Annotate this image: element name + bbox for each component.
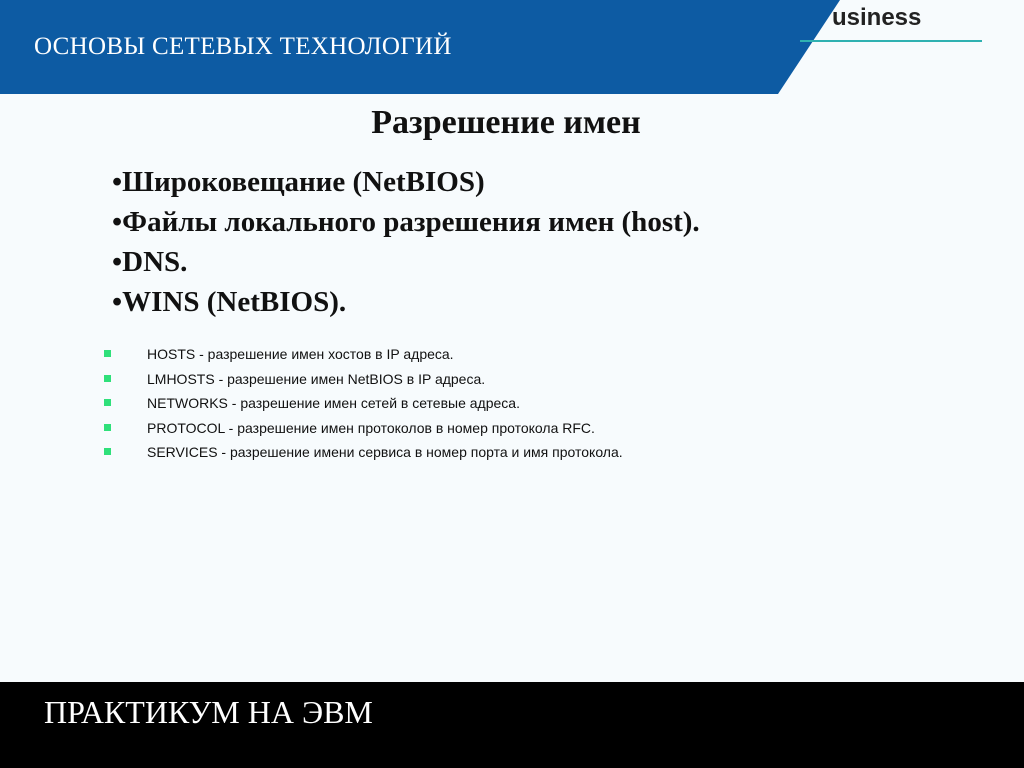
main-list-item-text: DNS. (122, 246, 188, 278)
bullet-icon: • (112, 166, 123, 198)
main-list-item-text: Файлы локального разрешения имен (host). (122, 206, 700, 238)
slide-title: Разрешение имен (371, 104, 641, 141)
square-bullet-icon (104, 448, 111, 455)
main-list-item-text: WINS (NetBIOS). (122, 286, 347, 318)
square-bullet-icon (104, 375, 111, 382)
sub-list-item-text: LMHOSTS - разрешение имен NetBIOS в IP адреса. (147, 370, 486, 387)
square-bullet-icon (104, 350, 111, 357)
main-list-item-text: Широковещание (NetBIOS) (122, 166, 485, 198)
main-list-item (112, 282, 700, 322)
main-list-item (112, 162, 700, 202)
square-bullet-icon (104, 399, 111, 406)
bullet-icon: • (112, 286, 123, 318)
sub-list-item-text: SERVICES - разрешение имени сервиса в номер порта и имя протокола. (147, 444, 623, 460)
footer-bar (0, 682, 1024, 768)
bullet-icon: • (112, 246, 123, 278)
section-title: ОСНОВЫ СЕТЕВЫХ ТЕХНОЛОГИЙ (34, 33, 452, 60)
sub-list-item-text: HOSTS - разрешение имен хостов в IP адреса. (147, 346, 454, 362)
footer-title: ПРАКТИКУМ НА ЭВМ (44, 694, 373, 730)
square-bullet-icon (104, 424, 111, 431)
main-bullet-list (112, 162, 700, 322)
brand-text: usiness (832, 4, 922, 31)
sub-list-item-text: NETWORKS - разрешение имен сетей в сетевые адреса. (147, 395, 520, 411)
brand-underline (800, 40, 982, 42)
bullet-icon: • (112, 206, 123, 238)
main-list-item (112, 242, 700, 282)
sub-list-item-text: PROTOCOL - разрешение имен протоколов в номер протокола RFC. (147, 419, 595, 436)
main-list-item (112, 202, 700, 242)
